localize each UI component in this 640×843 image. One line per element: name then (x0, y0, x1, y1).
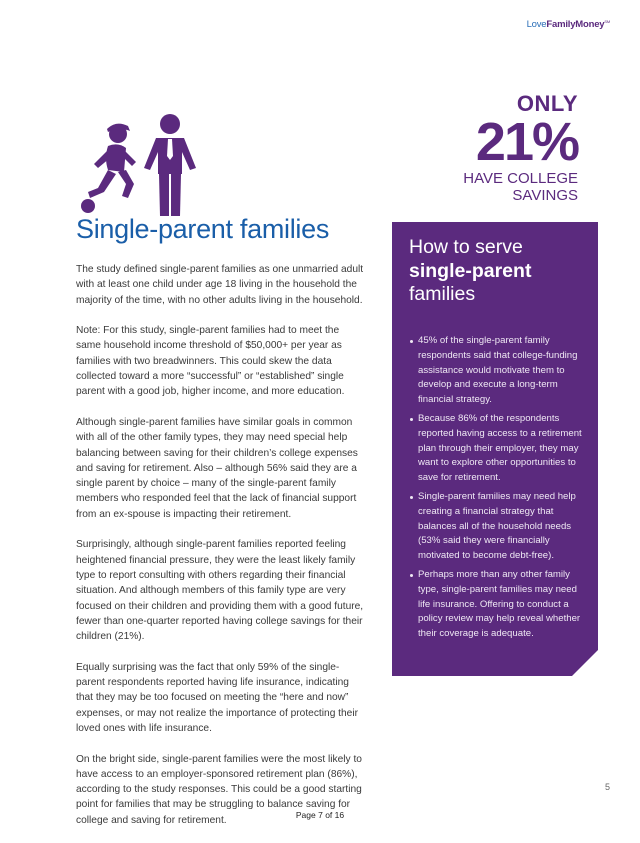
sidebar-corner-cut (572, 650, 598, 676)
body-paragraph: Equally surprising was the fact that only 59% of the single-parent respondents reported having life insurance, indicating that they may be too focused on meeting the “here and now” expenses, or may not realize the importance of protecting their loved ones with life insurance. (76, 661, 359, 734)
page-number: 5 (604, 782, 610, 792)
section-title: Single-parent families (76, 214, 330, 244)
sidebar-heading (409, 236, 589, 307)
brand-logo-part1: Love (526, 19, 547, 30)
brand-logo-mark: SM (604, 19, 610, 24)
body-paragraph: The study defined single-parent families as one unmarried adult with at least one child under age 18 living in the household the majority of the time, with no other adults living in the household. (76, 264, 364, 306)
sidebar-heading-line1: How to serve (409, 236, 523, 258)
sidebar-bullet: Perhaps more than any other family type, single-parent families may need life insurance. Offering to conduct a policy review may help reveal whether their coverage is adequate. (410, 568, 588, 642)
body-paragraph: Although single-parent families have similar goals in common with all of the other family types, they may need special help balancing between saving for their children’s college expenses and saving for retirement. Also – although 56% said they are a single parent by choice – many of the single-parent family members who responded feel that the lack of financial support from an ex-spouse is impacting their retirement. (76, 416, 358, 520)
sidebar-heading-line3: families (409, 283, 476, 305)
body-paragraph: Note: For this study, single-parent families had to meet the same household income threshold of $50,000+ per year as families with two breadwinners. This could skew the data collected toward a more “successful” or “established” single parent with a good job, higher income, and more education. (76, 325, 345, 398)
college-savings-callout (408, 92, 578, 204)
sidebar-bullet: Single-parent families may need help creating a financial strategy that balances all of the household needs (53% said they were financially motivated to become debt-free). (410, 490, 588, 564)
brand-logo (527, 19, 610, 30)
parent-child-playing-soccer-icon (78, 112, 206, 216)
callout-line1: HAVE COLLEGE (463, 170, 578, 187)
sidebar-bullet: 45% of the single-parent family respondents said that college-funding assistance would motivate them to develop and execute a long-term financial strategy. (410, 334, 588, 408)
brand-logo-part2: FamilyMoney (546, 19, 605, 30)
callout-line2: SAVINGS (512, 187, 578, 204)
sidebar-bullet: Because 86% of the respondents reported having access to a retirement plan through their employer, they may want to explore other opportunities to save for retirement. (410, 412, 588, 486)
page-footer: Page 7 of 16 (295, 810, 345, 820)
sidebar-heading-bold: single-parent (409, 259, 532, 282)
tips-sidebar (392, 222, 598, 676)
callout-only: ONLY (516, 91, 578, 116)
sidebar-bullet-list (410, 334, 588, 646)
body-paragraph: On the bright side, single-parent families were the most likely to have access to an employer-sponsored retirement plan (86%), according to the study responses. This could be a good starting point for families that may be struggling to balance saving for college and saving for retirement. (76, 753, 362, 826)
body-paragraph: Surprisingly, although single-parent families reported feeling heightened financial pressure, they were the least likely family type to report consulting with others regarding their financial situation. And although members of this family type are very focused on their children and providing them with a good future, fewer than one-quarter reported having college savings for their children (21%). (76, 539, 364, 643)
body-text (76, 262, 364, 843)
callout-percent: 21% (475, 112, 578, 172)
